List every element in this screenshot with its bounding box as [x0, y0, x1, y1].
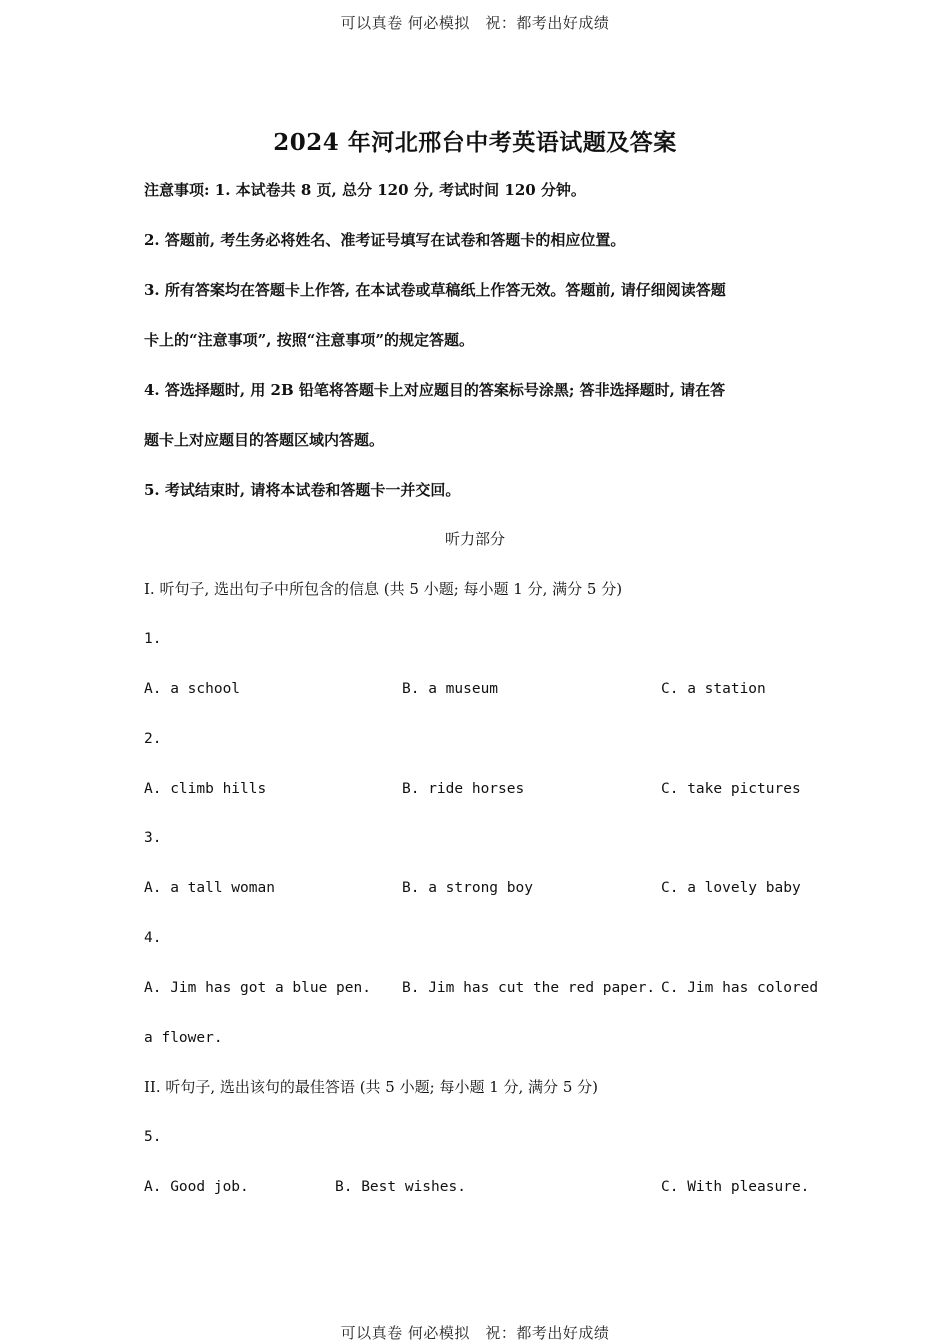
section-title: 听力部分	[444, 530, 505, 548]
q3-option-b: B. a strong boy	[402, 880, 533, 896]
q2-option-b: B. ride horses	[402, 781, 525, 797]
question-number-3: 3.	[144, 830, 162, 846]
note-4-cont: 题卡上对应题目的答题区域内答题。	[144, 431, 385, 449]
question-number-5: 5.	[144, 1129, 162, 1145]
q3-option-c: C. a lovely baby	[661, 880, 801, 896]
q4-option-c: C. Jim has colored	[661, 980, 819, 996]
q5-option-b: B. Best wishes.	[335, 1179, 466, 1195]
q4-option-b: B. Jim has cut the red paper.	[402, 980, 656, 996]
q2-option-a: A. climb hills	[144, 781, 267, 797]
note-3-cont: 卡上的“注意事项”, 按照“注意事项”的规定答题。	[144, 331, 474, 349]
page-header: 可以真卷 何必模拟 祝：都考出好成绩	[340, 14, 610, 32]
part2-heading: II. 听句子, 选出该句的最佳答语 (共 5 小题; 每小题 1 分, 满分 5 分)	[144, 1078, 598, 1096]
page-footer: 可以真卷 何必模拟 祝：都考出好成绩	[340, 1324, 610, 1342]
q1-option-c: C. a station	[661, 681, 766, 697]
question-number-1: 1.	[144, 631, 162, 647]
q4-option-a: A. Jim has got a blue pen.	[144, 980, 371, 996]
note-1: 注意事项: 1. 本试卷共 8 页, 总分 120 分, 考试时间 120 分钟。	[144, 181, 586, 199]
part1-heading: I. 听句子, 选出句子中所包含的信息 (共 5 小题; 每小题 1 分, 满分 5 分)	[144, 580, 623, 598]
note-3: 3. 所有答案均在答题卡上作答, 在本试卷或草稿纸上作答无效。答题前, 请仔细阅读答题	[144, 281, 726, 299]
q5-option-c: C. With pleasure.	[661, 1179, 810, 1195]
q1-option-b: B. a museum	[402, 681, 499, 697]
q4-option-c-continued: a flower.	[144, 1030, 223, 1046]
note-5: 5. 考试结束时, 请将本试卷和答题卡一并交回。	[144, 481, 461, 499]
note-4: 4. 答选择题时, 用 2B 铅笔将答题卡上对应题目的答案标号涂黑; 答非选择题时, 请在答	[144, 381, 726, 399]
question-number-2: 2.	[144, 731, 162, 747]
exam-title: 2024 年河北邢台中考英语试题及答案	[273, 129, 677, 156]
q1-option-a: A. a school	[144, 681, 241, 697]
question-number-4: 4.	[144, 930, 162, 946]
q2-option-c: C. take pictures	[661, 781, 801, 797]
q3-option-a: A. a tall woman	[144, 880, 275, 896]
q5-option-a: A. Good job.	[144, 1179, 249, 1195]
note-2: 2. 答题前, 考生务必将姓名、准考证号填写在试卷和答题卡的相应位置。	[144, 231, 626, 249]
